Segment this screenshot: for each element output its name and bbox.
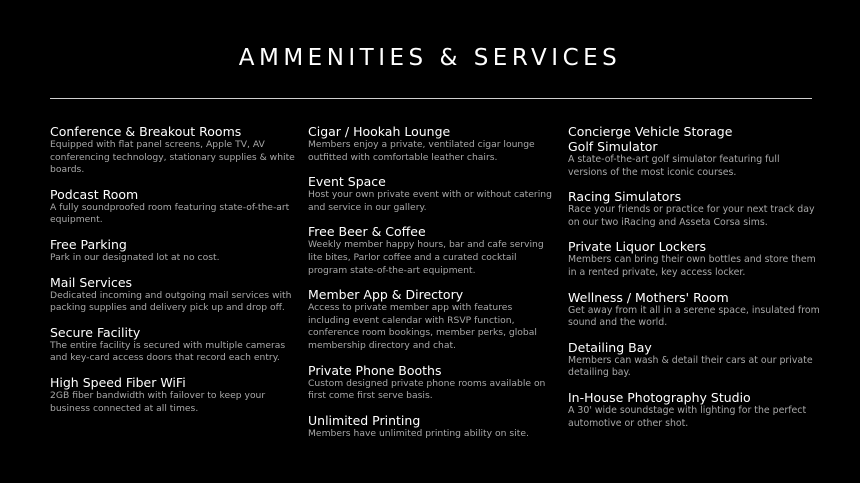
amenity-member-app <box>308 287 556 352</box>
amenity-description: A 30' wide soundstage with lighting for the perfect automotive or other shot. <box>568 404 807 429</box>
amenity-title: Racing Simulators <box>568 189 682 205</box>
amenity-description: The entire facility is secured with multiple cameras and key-card access doors that record each entry. <box>50 339 286 364</box>
amenity-title: Cigar / Hookah Lounge <box>308 124 451 139</box>
amenity-unlimited-printing <box>308 413 556 441</box>
amenity-detailing-bay <box>568 340 820 380</box>
amenity-title: Mail Services <box>50 274 133 290</box>
amenity-description: Members can wash & detail their cars at our private detailing bay. <box>568 354 813 379</box>
amenity-phone-booths <box>308 363 556 403</box>
amenity-podcast-room <box>50 187 302 227</box>
amenity-title: Member App & Directory <box>308 287 464 303</box>
amenity-description: Equipped with flat panel screens, Apple TV, AV conferencing technology, stationary supplies & white boards. <box>50 139 295 176</box>
amenity-description: Custom designed private phone rooms available on first come first serve basis. <box>308 377 546 402</box>
amenity-title: Free Parking <box>50 236 127 252</box>
amenity-title: Wellness / Mothers' Room <box>568 289 729 305</box>
amenity-title: Concierge Vehicle Storage <box>568 124 733 139</box>
amenity-description: Members can bring their own bottles and store them in a rented private, key access locker. <box>568 254 816 278</box>
amenity-description: Members enjoy a private, ventilated cigar lounge outfitted with comfortable leather chairs. <box>308 139 535 163</box>
amenity-cigar-lounge <box>308 124 556 164</box>
title-divider <box>50 98 812 99</box>
page-title: AMMENITIES & SERVICES <box>238 45 622 71</box>
amenity-mail-services <box>50 275 302 315</box>
amenity-wellness-room <box>568 290 820 330</box>
amenity-description: A state-of-the-art golf simulator featuring full versions of the most iconic courses. <box>568 154 780 178</box>
amenity-liquor-lockers <box>568 239 820 279</box>
amenity-event-space <box>308 174 556 214</box>
amenity-free-parking <box>50 237 302 265</box>
amenity-title: Free Beer & Coffee <box>308 224 426 240</box>
amenities-column-3 <box>568 124 820 440</box>
amenity-description: Members have unlimited printing ability on site. <box>308 427 529 439</box>
amenity-fiber-wifi <box>50 375 302 415</box>
amenity-title: Unlimited Printing <box>308 412 421 428</box>
amenity-description: 2GB fiber bandwidth with failover to keep your business connected at all times. <box>50 389 266 414</box>
amenity-title: Private Phone Booths <box>308 362 442 378</box>
amenity-description: Host your own private event with or without catering and service in our gallery. <box>308 189 552 213</box>
amenities-column-1 <box>50 124 302 425</box>
amenity-description: Weekly member happy hours, bar and cafe serving lite bites, Parlor coffee and a curated cocktail program state-of-the-art equipment. <box>308 239 544 276</box>
amenities-column-2 <box>308 124 556 450</box>
amenity-photography-studio <box>568 390 820 430</box>
amenity-racing-simulators <box>568 189 820 229</box>
amenity-description: A fully soundproofed room featuring state-of-the-art equipment. <box>50 201 290 226</box>
amenity-beer-coffee <box>308 224 556 277</box>
amenity-description: Access to private member app with features including event calendar with RSVP function, conference room bookings, member perks, global membership directory and chat. <box>308 302 537 351</box>
amenity-title: High Speed Fiber WiFi <box>50 374 186 390</box>
amenity-description: Park in our designated lot at no cost. <box>50 251 220 263</box>
amenity-golf-simulator <box>568 139 820 179</box>
amenity-title: In-House Photography Studio <box>568 389 751 405</box>
amenity-description: Race your friends or practice for your next track day on our two iRacing and Asseta Corsa sims. <box>568 204 815 228</box>
amenity-title: Secure Facility <box>50 324 141 340</box>
amenity-title: Detailing Bay <box>568 339 652 355</box>
amenity-secure-facility <box>50 325 302 365</box>
amenity-title: Golf Simulator <box>568 139 658 154</box>
amenity-vehicle-storage <box>568 124 820 139</box>
amenity-description: Dedicated incoming and outgoing mail services with packing supplies and delivery pick up and drop off. <box>50 289 292 314</box>
amenity-title: Conference & Breakout Rooms <box>50 124 242 139</box>
amenity-description: Get away from it all in a serene space, insulated from sound and the world. <box>568 304 820 329</box>
amenity-title: Event Space <box>308 174 386 190</box>
amenity-title: Podcast Room <box>50 186 139 202</box>
amenity-title: Private Liquor Lockers <box>568 239 707 255</box>
amenity-conference-rooms <box>50 124 302 177</box>
